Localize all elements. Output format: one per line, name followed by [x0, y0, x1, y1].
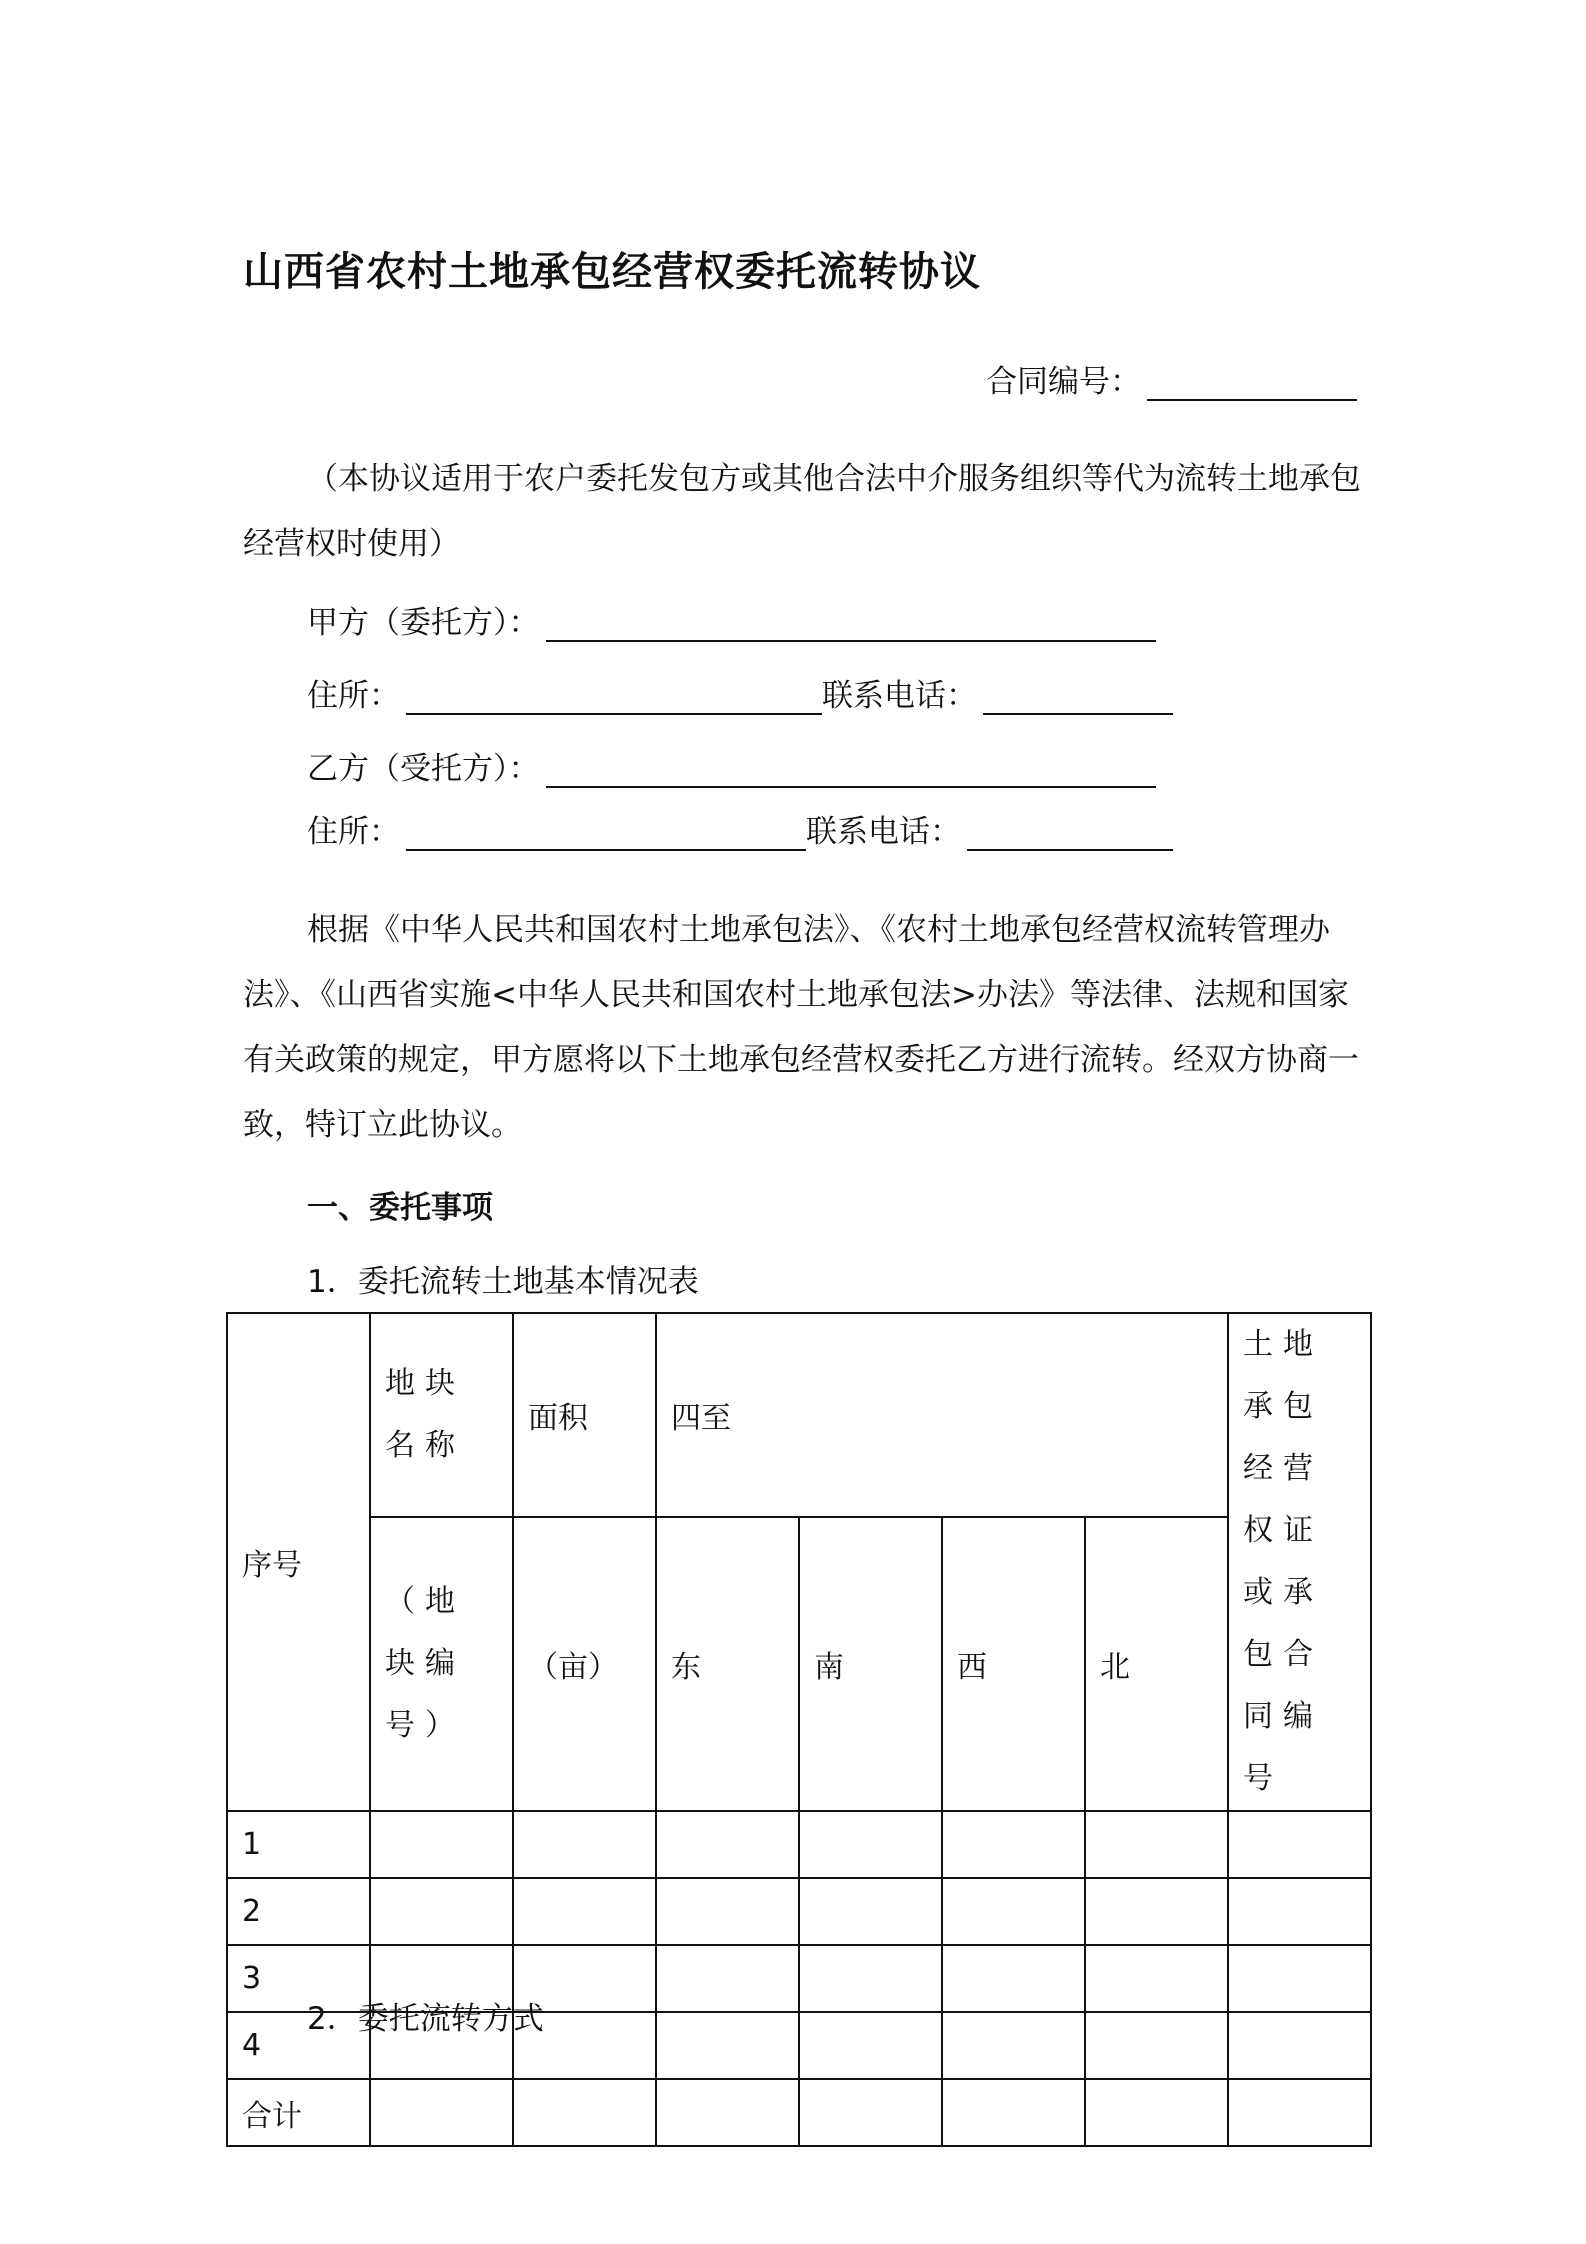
- table-cell[interactable]: [1228, 1878, 1371, 1945]
- table-row: [227, 1878, 1371, 1945]
- table-cell[interactable]: [942, 1811, 1085, 1878]
- party-a-phone-blank[interactable]: [983, 679, 1173, 715]
- table-cell[interactable]: [1228, 2079, 1371, 2146]
- party-b-phone-label: 联系电话：: [806, 814, 961, 850]
- table-cell[interactable]: [1085, 2012, 1228, 2079]
- table-cell[interactable]: [513, 1811, 656, 1878]
- table-cell[interactable]: [656, 1811, 799, 1878]
- item-1-heading: 1．委托流转土地基本情况表: [307, 1264, 699, 1300]
- total-label: 合计: [227, 2079, 370, 2146]
- party-b-row: [307, 743, 1156, 788]
- party-a-row: [307, 597, 1156, 642]
- row-seq: 1: [227, 1811, 370, 1878]
- item-2-heading: 2．委托流转方式: [307, 2001, 544, 2037]
- party-b-address-label: 住所：: [307, 814, 400, 850]
- table-cell[interactable]: [656, 1945, 799, 2012]
- party-b-label: 乙方（受托方）：: [307, 751, 540, 787]
- table-cell[interactable]: [656, 1878, 799, 1945]
- table-cell[interactable]: [370, 1878, 513, 1945]
- header-north: 北: [1085, 1517, 1228, 1811]
- contract-number-label: 合同编号：: [986, 364, 1141, 400]
- row-seq: 3: [227, 1945, 370, 2012]
- party-b-contact-row: [307, 806, 1173, 851]
- section-1-heading: 一、委托事项: [307, 1190, 493, 1226]
- header-boundaries: 四至: [656, 1313, 1228, 1517]
- table-cell[interactable]: [799, 1878, 942, 1945]
- header-seq: 序号: [227, 1313, 370, 1811]
- header-area-unit: （亩）: [513, 1517, 656, 1811]
- usage-note: （本协议适用于农户委托发包方或其他合法中介服务组织等代为流转土地承包经营权时使用）: [243, 461, 1361, 562]
- table-cell[interactable]: [513, 1878, 656, 1945]
- party-b-address-blank[interactable]: [406, 815, 806, 851]
- table-cell[interactable]: [1085, 1878, 1228, 1945]
- party-a-contact-row: [307, 670, 1173, 715]
- header-plot-code: （地块编号）: [370, 1517, 513, 1811]
- preamble-paragraph: 根据《中华人民共和国农村土地承包法》、《农村土地承包经营权流转管理办法》、《山西省实施<中华人民共和国农村土地承包法>办法》等法律、法规和国家有关政策的规定，甲方愿将以下土地承包经营权委托乙方进行流转。经双方协商一致，特订立此协议。: [243, 912, 1359, 1143]
- party-a-address-label: 住所：: [307, 678, 400, 714]
- table-cell[interactable]: [513, 2079, 656, 2146]
- table-cell[interactable]: [799, 1811, 942, 1878]
- table-cell[interactable]: [799, 1945, 942, 2012]
- header-plot-name: 地块名称: [370, 1313, 513, 1517]
- header-area: 面积: [513, 1313, 656, 1517]
- party-b-blank[interactable]: [546, 752, 1156, 788]
- table-cell[interactable]: [942, 1945, 1085, 2012]
- party-a-blank[interactable]: [546, 606, 1156, 642]
- document-title: 山西省农村土地承包经营权委托流转协议: [243, 249, 981, 295]
- table-cell[interactable]: [799, 2012, 942, 2079]
- party-a-label: 甲方（委托方）：: [307, 605, 540, 641]
- table-total-row: [227, 2079, 1371, 2146]
- header-south: 南: [799, 1517, 942, 1811]
- table-cell[interactable]: [370, 1811, 513, 1878]
- table-cell[interactable]: [370, 2079, 513, 2146]
- party-b-phone-blank[interactable]: [967, 815, 1173, 851]
- header-west: 西: [942, 1517, 1085, 1811]
- row-seq: 4: [227, 2012, 370, 2079]
- table-cell[interactable]: [1228, 1945, 1371, 2012]
- table-cell[interactable]: [656, 2079, 799, 2146]
- table-cell[interactable]: [1085, 1945, 1228, 2012]
- table-cell[interactable]: [942, 2012, 1085, 2079]
- party-a-address-blank[interactable]: [406, 679, 822, 715]
- row-seq: 2: [227, 1878, 370, 1945]
- table-cell[interactable]: [942, 2079, 1085, 2146]
- table-cell[interactable]: [942, 1878, 1085, 1945]
- table-row: [227, 1811, 1371, 1878]
- table-cell[interactable]: [656, 2012, 799, 2079]
- party-a-phone-label: 联系电话：: [822, 678, 977, 714]
- table-cell[interactable]: [1085, 2079, 1228, 2146]
- contract-number-row: [986, 356, 1357, 401]
- table-cell[interactable]: [1228, 1811, 1371, 1878]
- table-cell[interactable]: [1085, 1811, 1228, 1878]
- table-cell[interactable]: [799, 2079, 942, 2146]
- contract-number-blank[interactable]: [1147, 365, 1357, 401]
- header-east: 东: [656, 1517, 799, 1811]
- table-cell[interactable]: [1228, 2012, 1371, 2079]
- header-cert-number: 土地承包经营权证或承包合同编号: [1228, 1313, 1371, 1811]
